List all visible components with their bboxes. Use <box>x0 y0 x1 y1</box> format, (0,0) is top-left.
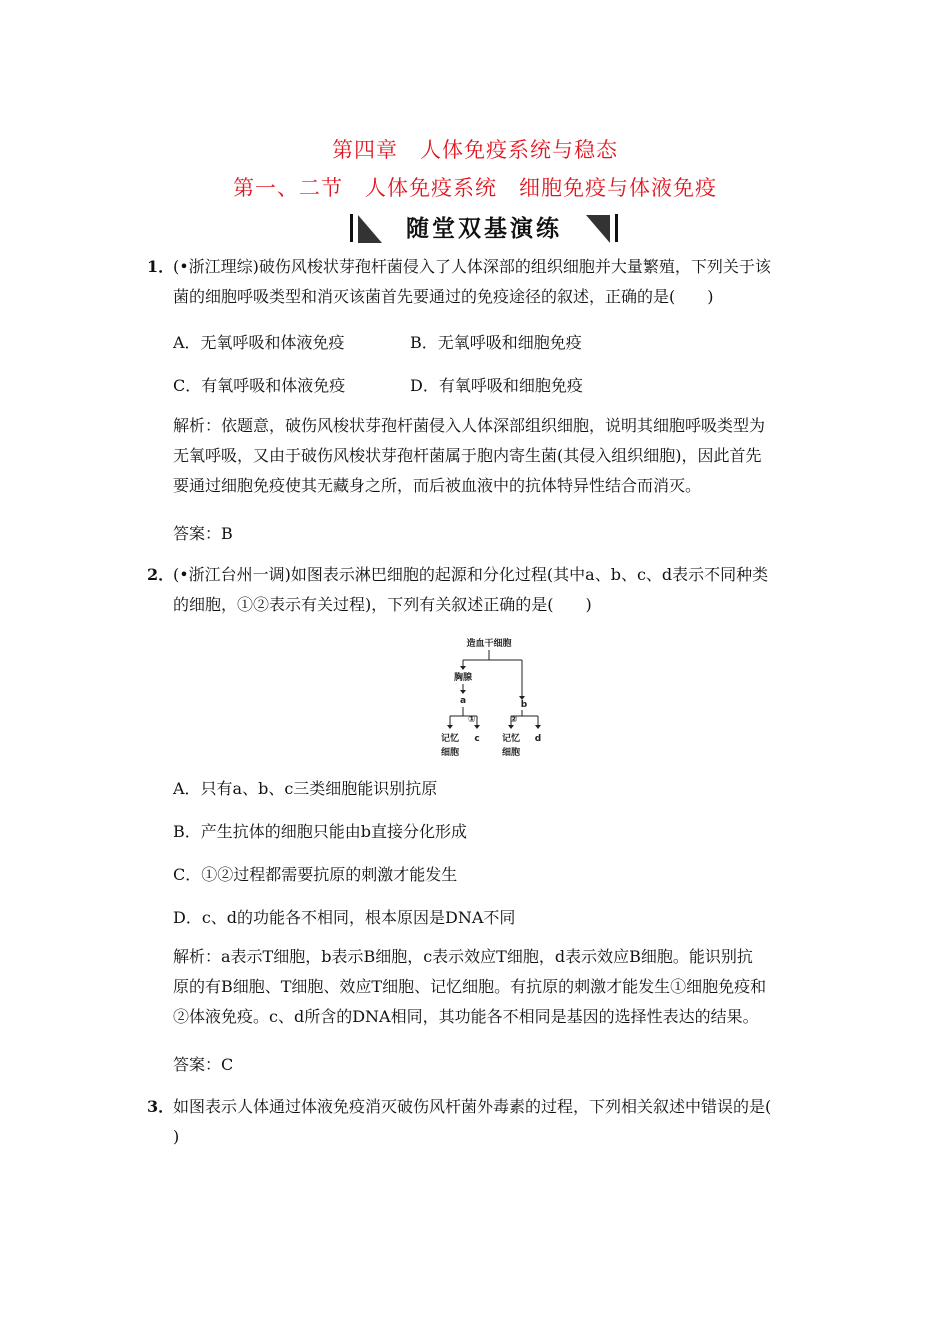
question-1-option-a: A．无氧呼吸和体液免疫 <box>173 333 345 352</box>
diagram-d-label: d <box>534 734 542 744</box>
section-title: 第一、二节 人体免疫系统 细胞免疫与体液免疫 <box>233 176 717 200</box>
diagram-process-1: ① <box>468 715 476 725</box>
analysis-line: 原的有B细胞、T细胞、效应T细胞、记忆细胞。有抗原的刺激才能发生①细胞免疫和 <box>173 977 767 996</box>
question-3-line-2: ) <box>173 1127 180 1146</box>
question-2-stem <box>147 560 769 620</box>
lymphocyte-differentiation-diagram <box>430 636 548 764</box>
analysis-line: ②体液免疫。c、d所含的DNA相同，其功能各不相同是基因的选择性表达的结果。 <box>173 1007 759 1026</box>
diagram-memory-1-line-1: 记忆 <box>440 734 460 744</box>
question-1-option-d: D．有氧呼吸和细胞免疫 <box>410 376 583 395</box>
banner-left-triangle-icon <box>358 215 382 243</box>
diagram-a-label: a <box>459 696 467 706</box>
question-2-option-d: D．c、d的功能各不相同，根本原因是DNA不同 <box>173 908 516 927</box>
question-2-option-c: C．①②过程都需要抗原的刺激才能发生 <box>173 865 458 884</box>
banner-text: 随堂双基演练 <box>406 216 562 242</box>
analysis-line: 要通过细胞免疫使其无藏身之所，而后被血液中的抗体特异性结合而消灭。 <box>173 476 702 495</box>
question-3-number: 3． <box>147 1097 175 1116</box>
banner-right-triangle-icon <box>586 215 610 243</box>
question-1-number: 1． <box>147 257 175 276</box>
banner-right-bar <box>615 214 618 242</box>
question-1-line-2: 菌的细胞呼吸类型和消灭该菌首先要通过的免疫途径的叙述，正确的是( ) <box>173 287 714 306</box>
analysis-line: 解析：a表示T细胞，b表示B细胞，c表示效应T细胞，d表示效应B细胞。能识别抗 <box>173 947 753 966</box>
question-1-answer: 答案：B <box>173 524 233 543</box>
question-1-line-1: (•浙江理综)破伤风梭状芽孢杆菌侵入了人体深部的组织细胞并大量繁殖，下列关于该 <box>173 257 771 276</box>
question-3-stem <box>147 1092 772 1152</box>
diagram-memory-1-line-2: 细胞 <box>440 748 460 758</box>
analysis-line: 解析：依题意，破伤风梭状芽孢杆菌侵入人体深部组织细胞，说明其细胞呼吸类型为 <box>173 416 766 435</box>
question-1-option-b: B．无氧呼吸和细胞免疫 <box>410 333 582 352</box>
diagram-c-label: c <box>474 734 480 744</box>
question-2-analysis <box>173 942 766 1032</box>
diagram-top-label: 造血干细胞 <box>466 639 512 649</box>
question-1-analysis <box>173 411 765 501</box>
diagram-memory-2-line-1: 记忆 <box>501 734 521 744</box>
question-2-line-2: 的细胞，①②表示有关过程)，下列有关叙述正确的是( ) <box>173 595 592 614</box>
diagram-memory-2-line-2: 细胞 <box>501 748 521 758</box>
exercise-banner <box>350 212 618 246</box>
banner-left-bar <box>350 214 353 242</box>
question-2-option-b: B．产生抗体的细胞只能由b直接分化形成 <box>173 822 468 841</box>
chapter-title: 第四章 人体免疫系统与稳态 <box>332 138 618 162</box>
analysis-line: 无氧呼吸，又由于破伤风梭状芽孢杆菌属于胞内寄生菌(其侵入组织细胞)，因此首先 <box>173 446 762 465</box>
question-1-option-c: C．有氧呼吸和体液免疫 <box>173 376 346 395</box>
diagram-process-2: ② <box>510 715 518 725</box>
question-2-line-1: (•浙江台州一调)如图表示淋巴细胞的起源和分化过程(其中a、b、c、d表示不同种类 <box>173 565 769 584</box>
question-2-answer: 答案：C <box>173 1055 234 1074</box>
question-2-number: 2． <box>147 565 175 584</box>
diagram-b-label: b <box>520 700 528 710</box>
diagram-thymus-label: 胸腺 <box>453 673 473 683</box>
question-1-stem <box>147 252 771 312</box>
question-3-line-1: 如图表示人体通过体液免疫消灭破伤风杆菌外毒素的过程，下列相关叙述中错误的是( <box>173 1097 772 1116</box>
question-2-option-a: A．只有a、b、c三类细胞能识别抗原 <box>173 779 438 798</box>
